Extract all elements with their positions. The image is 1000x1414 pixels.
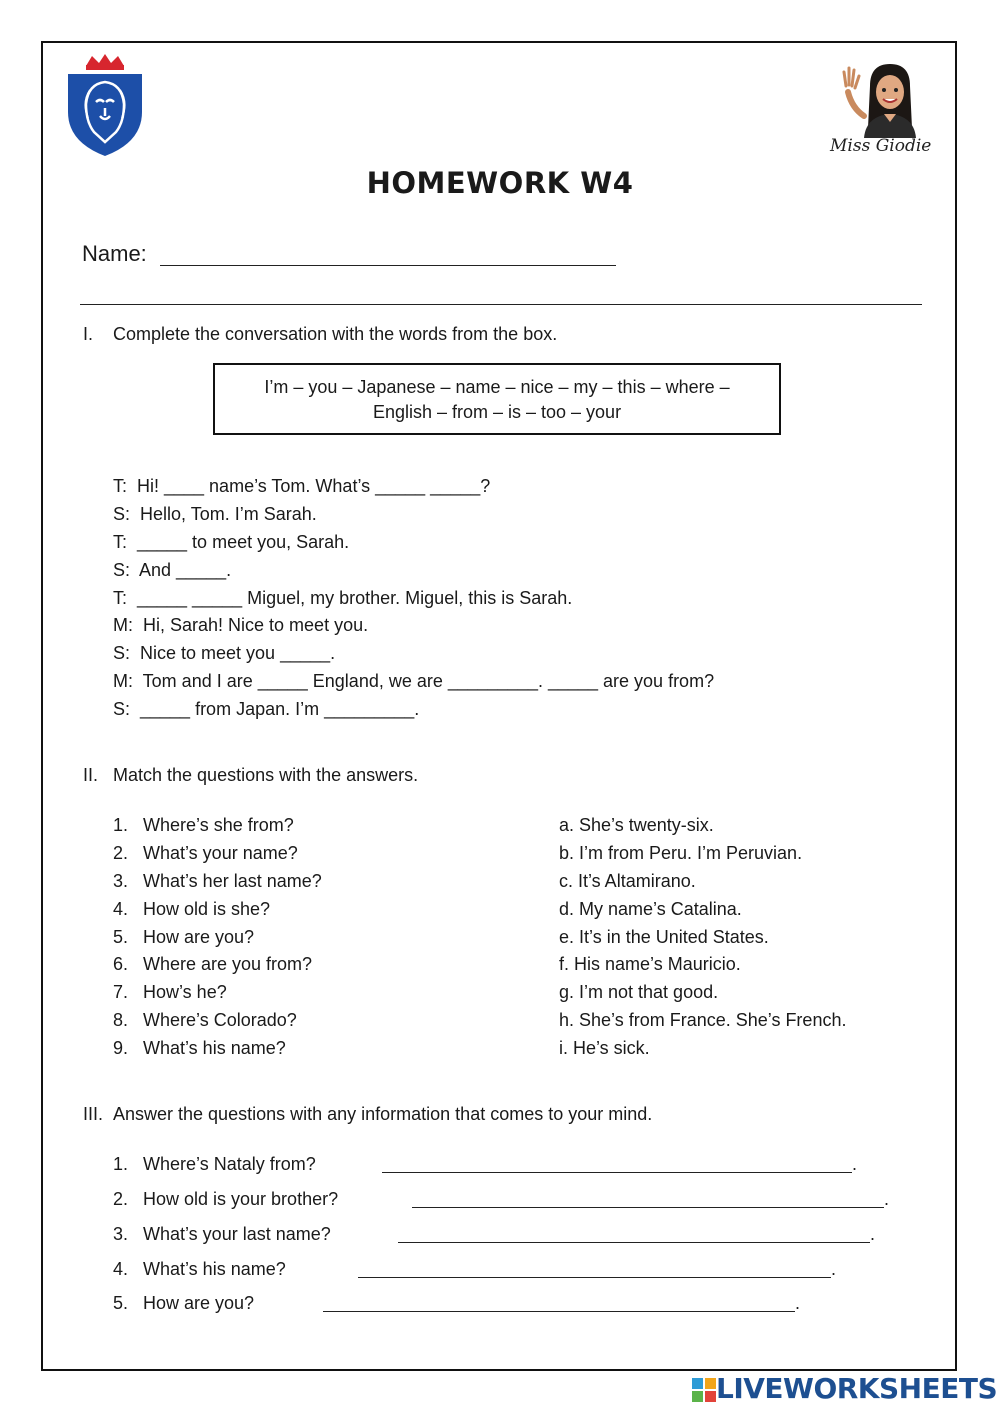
match-question: How old is she? — [143, 899, 271, 919]
match-answer[interactable]: e. It’s in the United States. — [559, 927, 769, 947]
question-number: 8. — [113, 1010, 129, 1030]
answer-line[interactable] — [398, 1242, 870, 1243]
liveworksheets-brand: LIVEWORKSHEETS — [716, 1372, 998, 1405]
match-question: What’s your name? — [143, 843, 298, 863]
match-answer[interactable]: a. She’s twenty-six. — [559, 815, 714, 835]
section1-numeral: I. — [83, 324, 94, 344]
match-question: Where are you from? — [143, 954, 313, 974]
page-title: HOMEWORK W4 — [366, 166, 634, 200]
match-question: What’s his name? — [143, 1038, 286, 1058]
question-number: 5. — [113, 927, 129, 947]
question-number: 1. — [113, 815, 129, 835]
word-box-line-1: I’m – you – Japanese – name – nice – my – this – where – — [264, 377, 730, 397]
answer-period: . — [831, 1259, 837, 1279]
section3-instruction: Answer the questions with any information that comes to your mind. — [113, 1104, 653, 1124]
answer-period: . — [870, 1224, 876, 1244]
match-answer[interactable]: b. I’m from Peru. I’m Peruvian. — [559, 843, 803, 863]
open-question: What’s his name? — [143, 1259, 286, 1279]
word-box — [213, 363, 781, 435]
answer-period: . — [795, 1293, 801, 1313]
question-number: 7. — [113, 982, 129, 1002]
open-question: What’s your last name? — [143, 1224, 331, 1244]
answer-period: . — [852, 1154, 858, 1174]
match-question: How’s he? — [143, 982, 227, 1002]
answer-line[interactable] — [358, 1277, 831, 1278]
match-question: How are you? — [143, 927, 255, 947]
question-number: 6. — [113, 954, 129, 974]
match-answer[interactable]: f. His name’s Mauricio. — [559, 954, 741, 974]
answer-period: . — [884, 1189, 890, 1209]
question-number: 5. — [113, 1293, 129, 1313]
question-number: 4. — [113, 1259, 129, 1279]
name-input-line[interactable] — [160, 265, 616, 266]
dialogue-line[interactable]: S: Nice to meet you _____. — [113, 643, 336, 663]
dialogue-line: M: Hi, Sarah! Nice to meet you. — [113, 615, 369, 635]
question-number: 3. — [113, 1224, 129, 1244]
section3-numeral: III. — [83, 1104, 104, 1124]
open-question: How are you? — [143, 1293, 255, 1313]
extra-answer-line — [80, 304, 922, 305]
open-question: Where’s Nataly from? — [143, 1154, 316, 1174]
question-number: 1. — [113, 1154, 129, 1174]
question-number: 4. — [113, 899, 129, 919]
lion-shield-logo-icon — [64, 52, 146, 158]
dialogue-line[interactable]: S: _____ from Japan. I’m _________. — [113, 699, 420, 719]
open-question: How old is your brother? — [143, 1189, 339, 1209]
question-number: 3. — [113, 871, 129, 891]
section1-instruction: Complete the conversation with the words from the box. — [113, 324, 558, 344]
word-box-line-2: English – from – is – too – your — [372, 402, 622, 422]
teacher-avatar-icon — [840, 58, 932, 138]
match-question: Where’s she from? — [143, 815, 294, 835]
match-answer[interactable]: i. He’s sick. — [559, 1038, 650, 1058]
question-number: 2. — [113, 843, 129, 863]
match-answer[interactable]: h. She’s from France. She’s French. — [559, 1010, 847, 1030]
teacher-signature: Miss Giodie — [830, 136, 932, 156]
match-question: Where’s Colorado? — [143, 1010, 297, 1030]
dialogue-line[interactable]: T: Hi! ____ name’s Tom. What’s _____ _____? — [113, 476, 491, 496]
answer-line[interactable] — [412, 1207, 884, 1208]
dialogue-line: S: Hello, Tom. I’m Sarah. — [113, 504, 317, 524]
dialogue-line[interactable]: S: And _____. — [113, 560, 232, 580]
match-question: What’s her last name? — [143, 871, 322, 891]
liveworksheets-logo-icon — [692, 1378, 716, 1402]
match-answer[interactable]: d. My name’s Catalina. — [559, 899, 742, 919]
question-number: 9. — [113, 1038, 129, 1058]
dialogue-line[interactable]: T: _____ to meet you, Sarah. — [113, 532, 350, 552]
dialogue-line[interactable]: M: Tom and I are _____ England, we are _________. _____ are you from? — [113, 671, 715, 691]
question-number: 2. — [113, 1189, 129, 1209]
name-label: Name: — [82, 241, 147, 266]
section2-numeral: II. — [83, 765, 99, 785]
answer-line[interactable] — [382, 1172, 852, 1173]
match-answer[interactable]: g. I’m not that good. — [559, 982, 719, 1002]
answer-line[interactable] — [323, 1311, 795, 1312]
dialogue-line[interactable]: T: _____ _____ Miguel, my brother. Miguel, this is Sarah. — [113, 588, 573, 608]
section2-instruction: Match the questions with the answers. — [113, 765, 419, 785]
match-answer[interactable]: c. It’s Altamirano. — [559, 871, 696, 891]
